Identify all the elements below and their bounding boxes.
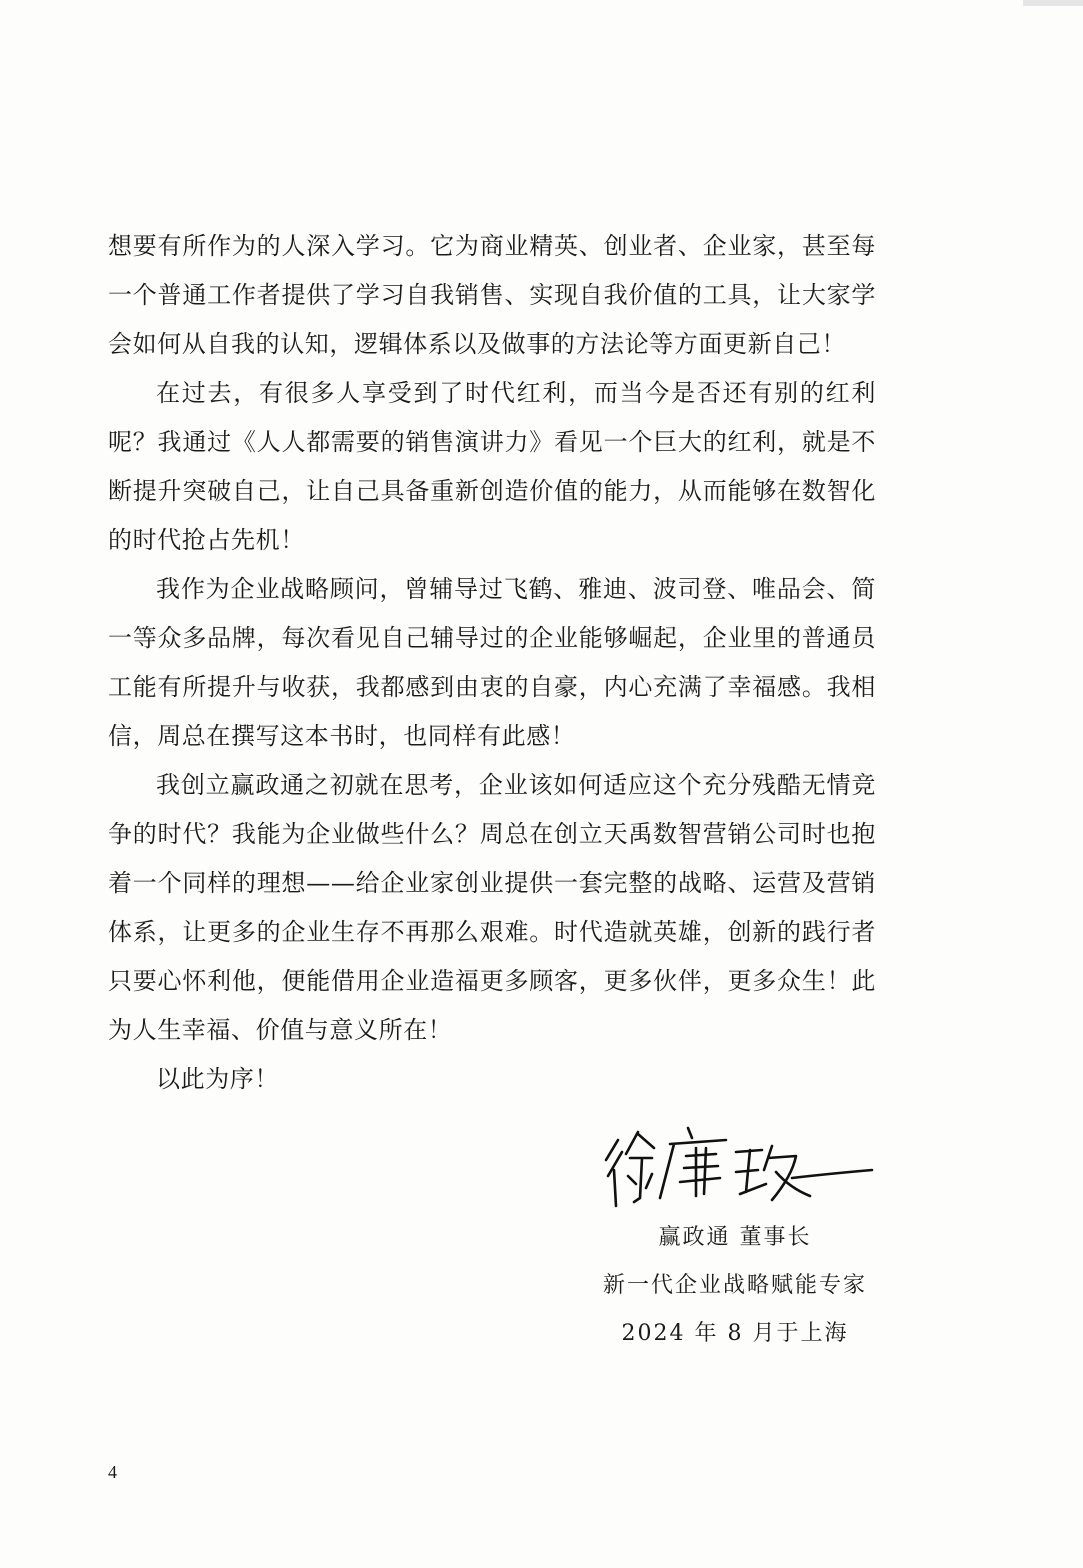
paragraph-1: 想要有所作为的人深入学习。它为商业精英、创业者、企业家，甚至每一个普通工作者提供了学习自我销售、实现自我价值的工具，让大家学会如何从自我的认知，逻辑体系以及做事的方法论等方面更新自己！: [108, 232, 876, 358]
paragraph-2: 在过去，有很多人享受到了时代红利，而当今是否还有别的红利呢？我通过《人人都需要的销售演讲力》看见一个巨大的红利，就是不断提升突破自己，让自己具备重新创造价值的能力，从而能够在数智化的时代抢占先机！: [108, 379, 876, 554]
paragraph-4: 我创立赢政通之初就在思考，企业该如何适应这个充分残酷无情竞争的时代？我能为企业做些什么？周总在创立天禹数智营销公司时也抱着一个同样的理想——给企业家创业提供一套完整的战略、运营及营销体系，让更多的企业生存不再那么艰难。时代造就英雄，创新的践行者只要心怀利他，便能借用企业造福更多顾客，更多伙伴，更多众生！此为人生幸福、价值与意义所在！: [108, 771, 876, 1044]
signer-company-title: 赢政通 董事长: [658, 1225, 812, 1250]
signer-role: 新一代企业战略赋能专家: [602, 1273, 867, 1298]
signature-date-place: 2024 年 8 月于上海: [621, 1321, 849, 1346]
signature-block: [570, 1214, 900, 1358]
paragraph-3: 我作为企业战略顾问，曾辅导过飞鹤、雅迪、波司登、唯品会、简一等众多品牌，每次看见自己辅导过的企业能够崛起，企业里的普通员工能有所提升与收获，我都感到由衷的自豪，内心充满了幸福感。我相信，周总在撰写这本书时，也同样有此感！: [108, 575, 876, 750]
closing-line: 以此为序！: [156, 1065, 279, 1093]
handwritten-signature: [596, 1118, 876, 1218]
body-text: [108, 222, 876, 1055]
scan-edge-mark: [1023, 0, 1083, 6]
page-number: 4: [108, 1462, 117, 1482]
